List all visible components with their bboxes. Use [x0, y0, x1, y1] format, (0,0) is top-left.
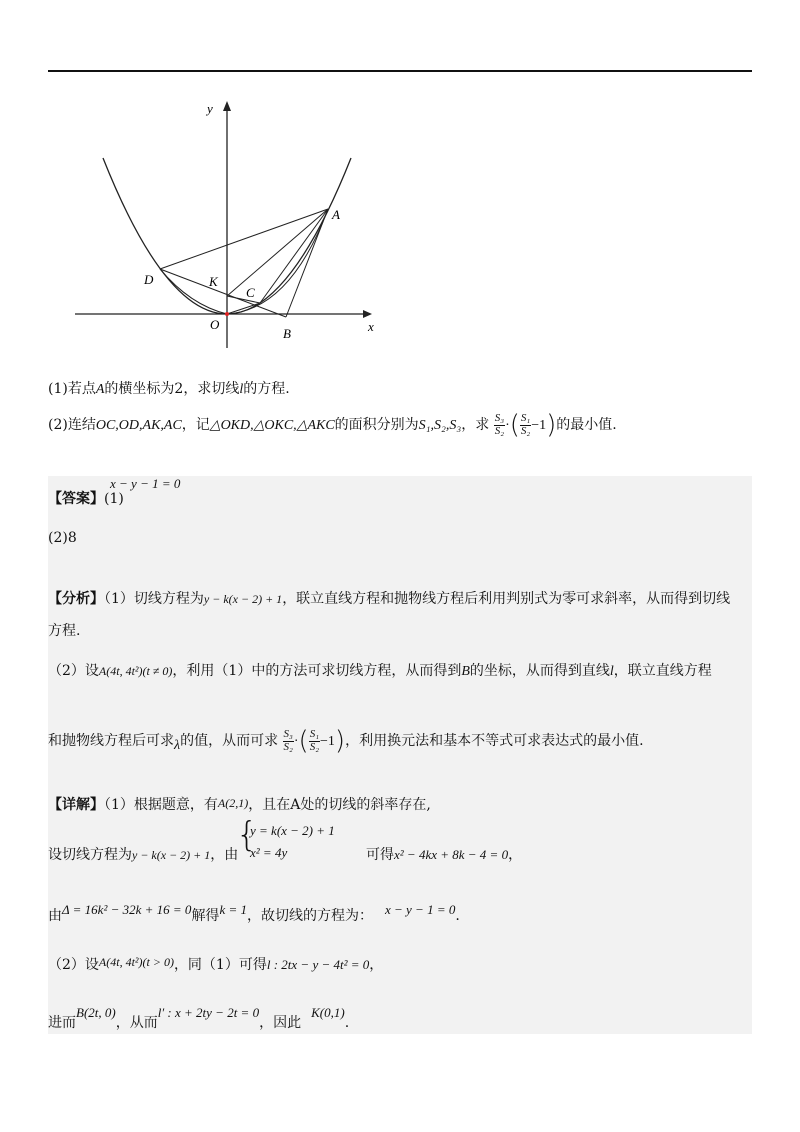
- analysis-l4b: 的值，从而可求: [180, 733, 279, 749]
- origin-point: [225, 312, 229, 316]
- analysis-l4c: ，利用换元法和基本不等式可求表达式的最小值.: [345, 733, 644, 749]
- top-rule: [48, 70, 752, 72]
- analysis-dot: ·: [293, 734, 299, 749]
- detail-l4b: ，同（1）可得: [173, 957, 267, 973]
- q2-mid: ，记: [181, 417, 210, 433]
- detail-l1-point: A(2,1): [217, 796, 249, 810]
- answer-part1-prefix: (1): [104, 491, 124, 507]
- point-K-label: K: [209, 274, 218, 289]
- detail-l3-line: x − y − 1 = 0: [384, 902, 456, 917]
- axis-y-label: y: [207, 101, 213, 116]
- question-2: (2)连结OC,OD,AK,AC，记△OKD,△OKC,△AKC的面积分别为S₁,S₂,S₃，求 $\frac{\text{S₃}}{\text{S₂}}$ ·( $\frac{\text{S₁}}{\text{S₂}}$ −1)的最小值.: [48, 410, 617, 440]
- detail-l5a: 进而: [48, 1015, 76, 1031]
- analysis-l3-point: A(4t, 4t²)(t ≠ 0): [98, 664, 173, 678]
- analysis-label: 【分析】: [48, 591, 104, 607]
- detail-line-4: [48, 954, 383, 974]
- parabola-figure: [70, 95, 390, 355]
- q2-mid3: ，求: [461, 417, 490, 433]
- analysis-line-2: 方程.: [48, 623, 81, 639]
- point-D-label: D: [144, 272, 154, 287]
- detail-line-1: [48, 794, 431, 814]
- system-brace: {: [236, 815, 258, 855]
- analysis-line-4: 和抛物线方程后可求λ的值，从而可求 $\frac{\text{S₃}}{\text{S₂}}$ ·( $\frac{\text{S₁}}{\text{S₂}}$ −1)，利用换元法和基本不等式可求表达式的最小值.: [48, 726, 644, 756]
- answer-part1-eq: x − y − 1 = 0: [110, 476, 181, 491]
- q2-dot: ·: [505, 418, 510, 433]
- point-C-label: C: [246, 285, 255, 300]
- analysis-l3d: ，联立直线方程: [613, 663, 712, 679]
- q2-prefix: (2)连结: [48, 417, 96, 433]
- chord-O-A: [227, 209, 328, 314]
- detail-l5-B: B(2t, 0): [76, 1005, 116, 1020]
- detail-l2a: 设切线方程为: [48, 847, 132, 863]
- line-K-C: [227, 296, 260, 303]
- analysis-l4a: 和抛物线方程后可求: [48, 733, 174, 749]
- detail-l3b: 解得: [191, 908, 220, 924]
- q2-minus1: −1: [531, 418, 547, 433]
- analysis-fraction-s3-s2: $\frac{\text{S₃}}{\text{S₂}}$: [283, 727, 293, 753]
- detail-line-3: [48, 902, 460, 925]
- detail-l3c: ，故切线的方程为：: [246, 908, 373, 924]
- y-axis-arrow: [223, 101, 231, 111]
- analysis-line-3: [48, 660, 712, 680]
- question-1: [48, 378, 290, 398]
- detail-l2-result: x² − 4kx + 8k − 4 = 0: [394, 847, 509, 862]
- detail-l1a: （1）根据题意，有: [104, 797, 218, 813]
- analysis-l1a: （1）切线方程为: [104, 591, 204, 607]
- detail-l3d: .: [455, 908, 460, 924]
- q1-prefix: (1)若点: [48, 381, 96, 397]
- detail-l3a: 由: [48, 908, 62, 924]
- line-C-A: [260, 209, 328, 303]
- detail-l2c: 可得: [366, 847, 394, 863]
- answer-label: 【答案】: [48, 491, 104, 507]
- answer-part2: (2)8: [48, 530, 77, 546]
- detail-l4-point: A(4t, 4t²)(t > 0): [98, 955, 174, 969]
- line-D-A: [160, 209, 328, 269]
- q1-mid: 的横坐标为2，求切线: [104, 381, 240, 397]
- detail-l1b: ，且在A处的切线的斜率存在,: [248, 797, 431, 813]
- analysis-minus1: −1: [320, 734, 335, 749]
- detail-line-5: [48, 1005, 349, 1032]
- q2-suffix: 的最小值.: [556, 417, 617, 433]
- analysis-l3-B: B: [461, 664, 470, 679]
- detail-label: 【详解】: [48, 797, 104, 813]
- detail-l5-K: K(0,1): [311, 1005, 345, 1020]
- q2-areas: S₁,S₂,S₃: [418, 418, 462, 433]
- detail-l3-eq: Δ = 16k² − 32k + 16 = 0: [62, 902, 192, 917]
- detail-l4a: （2）设: [48, 957, 99, 973]
- detail-line-2-cont: [366, 844, 522, 864]
- analysis-l3c: 的坐标，从而得到直线: [469, 663, 610, 679]
- q2-fraction-s3-s2: $\frac{\text{S₃}}{\text{S₂}}$: [494, 411, 505, 437]
- detail-l2-eq: y − k(x − 2) + 1: [132, 848, 211, 862]
- detail-line-2: [48, 844, 238, 864]
- line-K-A: [227, 209, 328, 296]
- line-O-C: [227, 303, 260, 314]
- analysis-l3a: （2）设: [48, 663, 99, 679]
- detail-l3-k: k = 1: [219, 902, 247, 917]
- q2-triangles: △OKD,△OKC,△AKC: [209, 418, 335, 433]
- q2-segments: OC,OD,AK,AC: [95, 418, 182, 433]
- q1-line-l: l: [239, 382, 244, 397]
- analysis-l3-l: l: [609, 664, 614, 679]
- analysis-l3b: ，利用（1）中的方法可求切线方程，从而得到: [172, 663, 462, 679]
- analysis-fraction-s1-s2: $\frac{\text{S₁}}{\text{S₂}}$: [309, 727, 320, 753]
- q2-fraction-s1-s2: $\frac{\text{S₁}}{\text{S₂}}$: [520, 411, 531, 437]
- detail-l5-eq: l′ : x + 2ty − 2t = 0: [157, 1005, 260, 1020]
- system-eq-1: y = k(x − 2) + 1: [250, 823, 335, 838]
- q1-point-A: A: [95, 382, 105, 397]
- detail-l4c: ，: [369, 957, 384, 973]
- analysis-line-1: [48, 588, 730, 608]
- q2-mid2: 的面积分别为: [334, 417, 419, 433]
- detail-l2d: ，: [508, 847, 523, 863]
- analysis-l1b: ，联立直线方程和抛物线方程后利用判别式为零可求斜率，从而得到切线: [282, 591, 731, 607]
- detail-l2b: ，由: [210, 847, 239, 863]
- detail-l5b: ，从而: [115, 1015, 158, 1031]
- detail-l4-eq: l : 2tx − y − 4t² = 0: [266, 957, 370, 972]
- q1-suffix: 的方程.: [243, 381, 290, 397]
- analysis-l4-lambda: λ: [174, 738, 181, 753]
- analysis-l1-eq: y − k(x − 2) + 1: [203, 592, 283, 606]
- x-axis-arrow: [363, 310, 372, 318]
- point-O-label: O: [210, 317, 220, 332]
- point-A-label: A: [332, 207, 340, 222]
- axis-x-label: x: [368, 319, 374, 334]
- detail-l5d: .: [344, 1015, 350, 1031]
- detail-l5c: ，因此: [259, 1015, 302, 1031]
- system-eq-2: x² = 4y: [250, 845, 288, 860]
- point-B-label: B: [283, 326, 291, 341]
